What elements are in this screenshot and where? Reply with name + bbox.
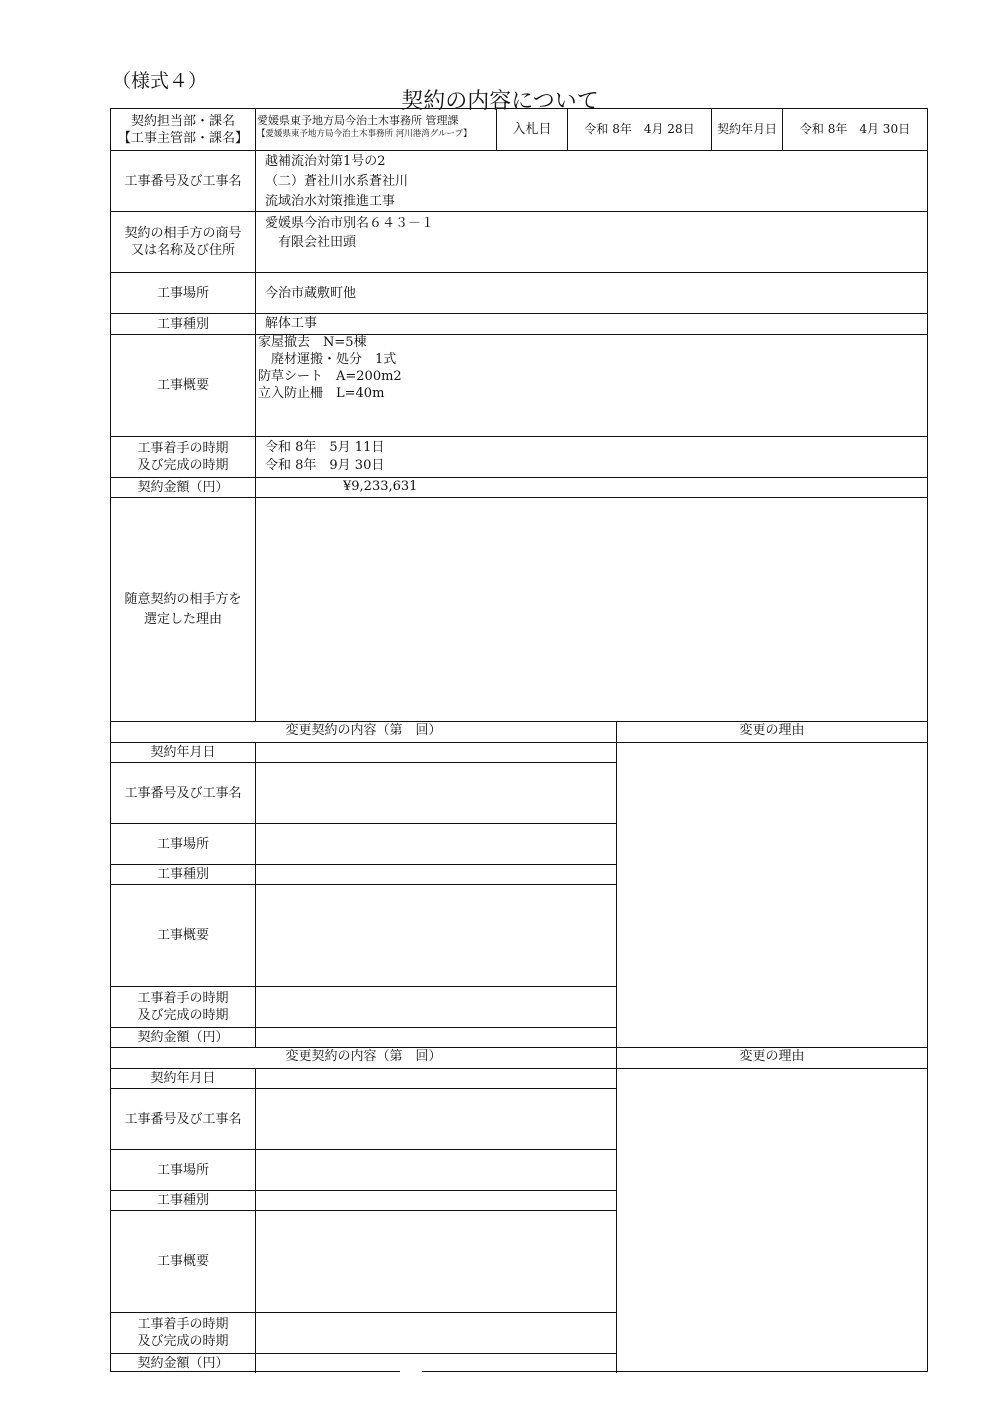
place-label: 工事場所 <box>156 285 209 301</box>
change1-period-line2: 及び完成の時期 <box>137 1008 229 1023</box>
reason-label <box>111 498 255 721</box>
summary-line2: 廃材運搬・処分 1式 <box>258 352 397 367</box>
party-name: 有限会社田頭 <box>265 235 357 250</box>
bottom-border-gap <box>400 1370 422 1375</box>
dept-label <box>111 111 255 149</box>
change2-place-label: 工事場所 <box>156 1162 209 1178</box>
change2-date-label: 契約年月日 <box>150 1071 216 1086</box>
change1-place-label: 工事場所 <box>156 836 209 852</box>
change2-summary-label: 工事概要 <box>156 1254 209 1269</box>
summary-line4: 立入防止柵 L=40m <box>258 386 385 401</box>
period-end: 令和 8年 9月 30日 <box>265 458 385 473</box>
place-value: 今治市蔵敷町他 <box>265 286 357 301</box>
work-no-label: 工事番号及び工事名 <box>124 173 242 189</box>
change2-period-line1: 工事着手の時期 <box>137 1317 229 1332</box>
party-value <box>265 214 434 252</box>
change1-period-line1: 工事着手の時期 <box>137 991 229 1006</box>
change1-work-no-label: 工事番号及び工事名 <box>124 785 242 801</box>
party-address: 愛媛県今治市別名６４３－１ <box>265 216 435 231</box>
change2-period-label <box>111 1313 255 1353</box>
period-label-line1: 工事着手の時期 <box>137 441 229 456</box>
change1-summary-label: 工事概要 <box>156 928 209 943</box>
dept-label-line2: 【工事主管部・課名】 <box>117 131 248 146</box>
change2-period-line2: 及び完成の時期 <box>137 1334 229 1349</box>
contract-date-value: 令和 8年 4月 30日 <box>799 122 911 136</box>
contract-table <box>110 108 928 1372</box>
kind-value: 解体工事 <box>265 316 318 331</box>
work-no-line2: （二）蒼社川水系蒼社川 <box>265 174 409 189</box>
change2-reason-title: 変更の理由 <box>739 1049 805 1064</box>
contract-date-label: 契約年月日 <box>716 122 777 136</box>
work-no-value <box>265 152 408 212</box>
dept-value-sub: 【愛媛県東予地方局今治土木事務所 河川港湾グループ】 <box>257 129 472 139</box>
summary-label: 工事概要 <box>156 378 209 393</box>
document-title: 契約の内容について <box>401 89 599 114</box>
bid-date-label: 入札日 <box>512 122 552 137</box>
amount-label: 契約金額（円） <box>137 480 229 495</box>
change1-date-label: 契約年月日 <box>150 745 216 760</box>
change1-kind-label: 工事種別 <box>156 867 209 882</box>
change2-title: 変更契約の内容（第 回） <box>285 1049 442 1064</box>
kind-label: 工事種別 <box>156 316 209 332</box>
change1-reason-title: 変更の理由 <box>739 723 805 738</box>
form-number-label: （様式４） <box>112 70 208 92</box>
dept-value <box>257 113 497 140</box>
summary-line3: 防草シート A=200m2 <box>258 369 402 384</box>
change2-kind-label: 工事種別 <box>156 1193 209 1208</box>
work-no-line3: 流域治水対策推進工事 <box>265 194 396 209</box>
party-label <box>111 212 255 272</box>
change1-period-label <box>111 987 255 1027</box>
party-label-line1: 契約の相手方の商号 <box>124 226 242 241</box>
reason-label-line1: 随意契約の相手方を <box>124 591 242 607</box>
amount-value: ¥9,233,631 <box>343 479 418 494</box>
summary-value <box>258 334 402 402</box>
change1-title: 変更契約の内容（第 回） <box>285 723 442 738</box>
change2-work-no-label: 工事番号及び工事名 <box>124 1111 242 1127</box>
change2-amount-label: 契約金額（円） <box>137 1356 229 1371</box>
party-label-line2: 又は名称及び住所 <box>130 243 235 258</box>
period-value <box>265 439 384 475</box>
dept-label-line1: 契約担当部・課名 <box>130 114 235 129</box>
period-start: 令和 8年 5月 11日 <box>265 440 385 455</box>
period-label-line2: 及び完成の時期 <box>137 458 229 473</box>
work-no-line1: 越補流治対第1号の2 <box>265 154 386 169</box>
dept-value-main: 愛媛県東予地方局今治土木事務所 管理課 <box>257 114 459 127</box>
reason-label-line2: 選定した理由 <box>143 611 222 627</box>
bid-date-value: 令和 8年 4月 28日 <box>584 122 695 136</box>
period-label <box>111 437 255 477</box>
summary-line1: 家屋撤去 N=5棟 <box>258 335 367 350</box>
change1-amount-label: 契約金額（円） <box>137 1030 229 1045</box>
